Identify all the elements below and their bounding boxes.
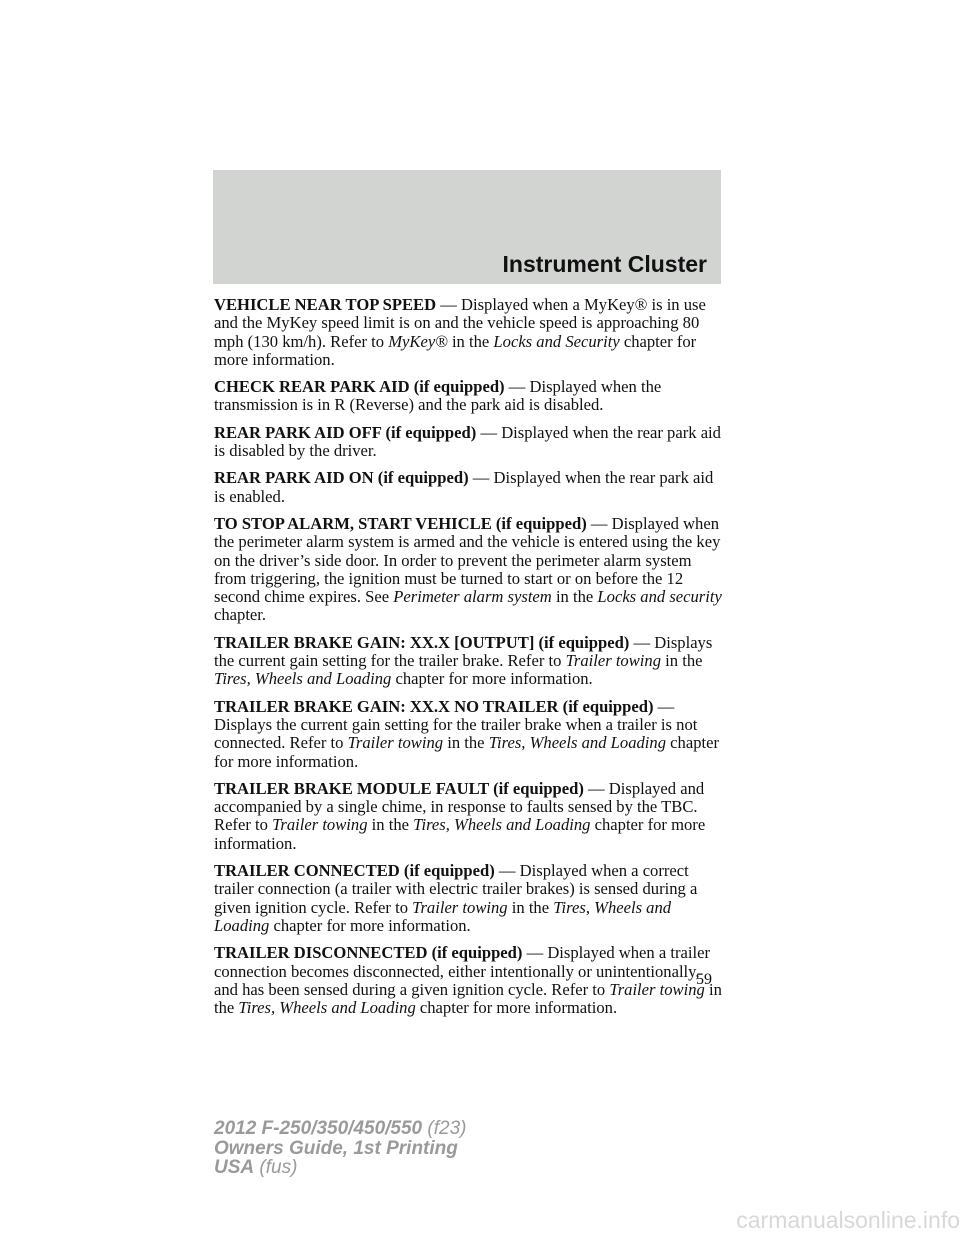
entry-text: in the — [214, 979, 722, 1018]
entry-reference: Tires, Wheels and Loading — [413, 815, 591, 835]
entry-text: chapter for more information. — [391, 669, 593, 689]
entry-rear-park-aid-on — [214, 469, 726, 506]
entry-text: in the — [367, 815, 414, 835]
entry-rear-park-aid-off — [214, 424, 726, 461]
entry-text: in the — [507, 897, 554, 917]
entry-reference: MyKey® — [388, 331, 448, 351]
entry-trailer-connected — [214, 862, 726, 935]
footer-market: USA — [214, 1157, 255, 1178]
entry-text: in the — [443, 733, 489, 753]
footer-model-line — [214, 1119, 466, 1139]
entry-check-rear-park-aid — [214, 378, 726, 415]
entry-text: — Displayed when the perimeter alarm system is armed and the vehicle is entered using the key on the driver’s side door. In order to prevent the perimeter alarm system from triggering, the ignition must be turned to start or on before the 12 second chime expires. See — [214, 513, 721, 607]
document-footer — [214, 1119, 466, 1178]
entry-text: — Displayed when a MyKey® is in use and the MyKey speed limit is on and the vehicle speed is approaching 80 mph (130 km/h). Refer to — [214, 295, 706, 351]
entry-term: TO STOP ALARM, START VEHICLE (if equipped) — [214, 513, 587, 533]
entry-reference: Trailer towing — [412, 897, 508, 917]
entry-to-stop-alarm — [214, 515, 726, 625]
entry-reference: Tires, Wheels and Loading — [238, 998, 416, 1018]
entry-term: TRAILER BRAKE MODULE FAULT (if equipped) — [214, 778, 584, 798]
entry-reference: Tires, Wheels and Loading — [214, 897, 672, 935]
entry-reference: Locks and Security — [493, 331, 620, 351]
page-number: 59 — [696, 971, 712, 988]
entry-term: TRAILER BRAKE GAIN: XX.X [OUTPUT] (if equipped) — [214, 632, 630, 652]
entry-term: TRAILER BRAKE GAIN: XX.X NO TRAILER (if equipped) — [214, 696, 654, 716]
entry-reference: Locks and security — [597, 587, 722, 607]
entry-text: in the — [447, 331, 494, 351]
entry-text: — Displayed when the rear park aid is enabled. — [214, 468, 714, 506]
entry-reference: Trailer towing — [272, 815, 368, 835]
entry-text: chapter for more information. — [269, 915, 471, 935]
entry-trailer-disconnected — [214, 944, 726, 1017]
entry-reference: Trailer towing — [347, 733, 444, 753]
footer-model: 2012 F-250/350/450/550 — [214, 1118, 423, 1139]
footer-market-line — [214, 1158, 466, 1178]
entry-reference: Tires, Wheels and Loading — [214, 669, 392, 689]
entry-trailer-brake-module-fault — [214, 780, 726, 853]
entry-text: — Displayed when a trailer connection becomes disconnected, either intentionally or unintentionally, and has been sensed during a given ignition cycle. Refer to — [214, 943, 710, 999]
entry-term: VEHICLE NEAR TOP SPEED — [214, 295, 437, 314]
entry-text: — Displays the current gain setting for the trailer brake when a trailer is not connected. Refer to — [214, 696, 698, 753]
entry-text: — Displayed when a correct trailer connection (a trailer with electric trailer brakes) is sensed during a given ignition cycle. Refer to — [214, 861, 698, 917]
entry-text: chapter for more information. — [214, 733, 719, 771]
entry-text: in the — [661, 651, 703, 671]
entry-term: CHECK REAR PARK AID (if equipped) — [214, 377, 505, 397]
entry-term: REAR PARK AID OFF (if equipped) — [214, 422, 477, 442]
entry-text: — Displayed when the transmission is in R (Reverse) and the park aid is disabled. — [214, 377, 662, 415]
entry-text: chapter for more information. — [214, 331, 697, 369]
entry-reference: Tires, Wheels and Loading — [488, 733, 667, 753]
entry-text: — Displayed and accompanied by a single chime, in response to faults sensed by the TBC. Refer to — [214, 778, 705, 835]
entry-reference: Trailer towing — [609, 979, 705, 999]
watermark-text: carmanualsonline.info — [736, 1207, 960, 1233]
entry-text: in the — [551, 587, 598, 607]
footer-guide-line: Owners Guide, 1st Printing — [214, 1137, 458, 1159]
entry-term: TRAILER DISCONNECTED (if equipped) — [214, 943, 523, 963]
entry-trailer-brake-gain-no-trailer — [214, 698, 726, 771]
entry-vehicle-near-top-speed — [214, 296, 726, 369]
entry-reference: Perimeter alarm system — [393, 587, 552, 607]
entry-reference: Trailer towing — [565, 651, 662, 671]
entry-text: chapter for more information. — [415, 998, 618, 1018]
entry-text: chapter. — [214, 605, 267, 625]
footer-market-code: (fus) — [254, 1157, 298, 1178]
entry-text: — Displays the current gain setting for the trailer brake. Refer to — [214, 632, 713, 671]
page-body — [214, 296, 726, 1026]
entry-text: chapter for more information. — [214, 815, 706, 853]
chapter-title: Instrument Cluster — [502, 251, 707, 277]
footer-model-code: (f23) — [422, 1118, 467, 1139]
entry-term: TRAILER CONNECTED (if equipped) — [214, 861, 495, 881]
entry-text: — Displayed when the rear park aid is disabled by the driver. — [214, 422, 721, 461]
chapter-header-band — [213, 170, 721, 284]
entry-term: REAR PARK AID ON (if equipped) — [214, 468, 469, 488]
entry-trailer-brake-gain-output — [214, 634, 726, 689]
